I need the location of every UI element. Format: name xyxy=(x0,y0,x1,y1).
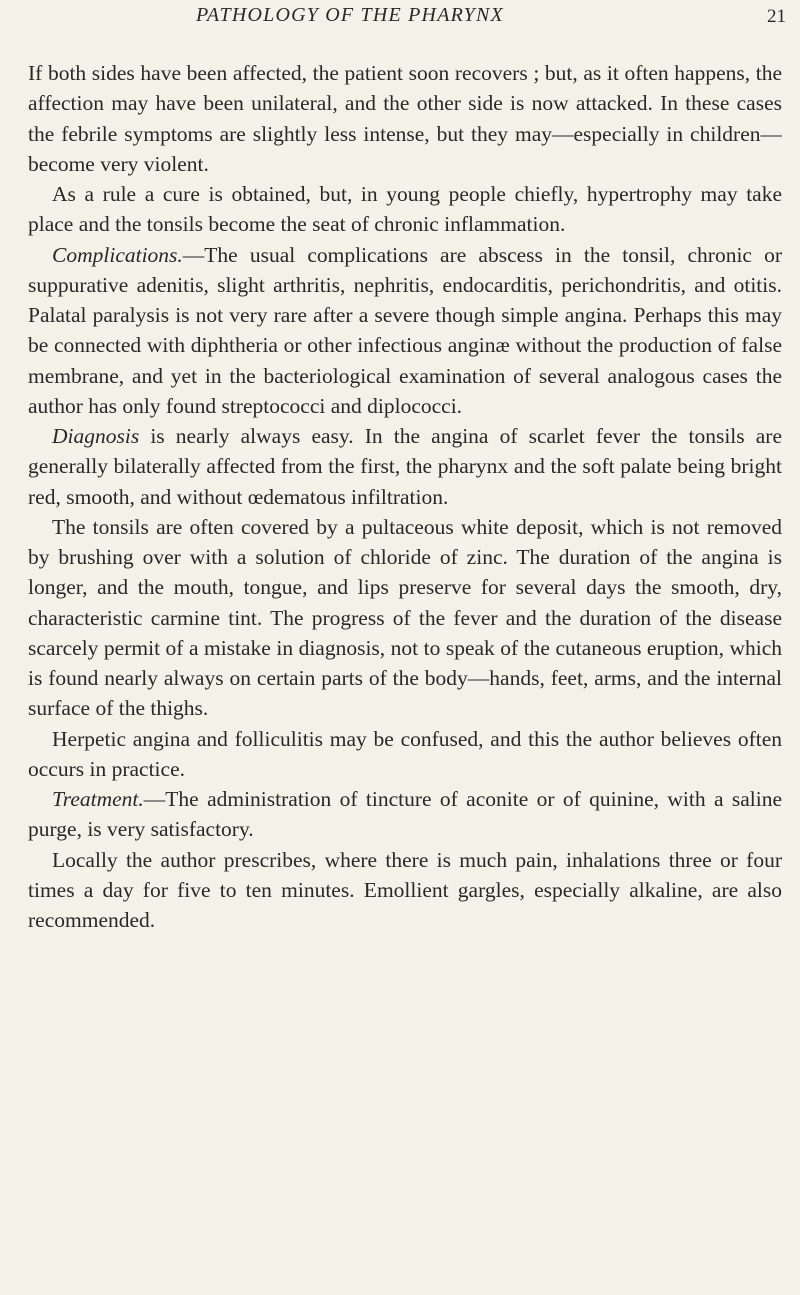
paragraph-text: If both sides have been affected, the patient soon recovers ; but, as it often happens, the affection may have been unilateral, and the other side is now attacked. In these cases the febrile symptoms are slightly less intense, but they may—especially in children—become very violent. xyxy=(28,61,782,176)
paragraph-text: Herpetic angina and folliculitis may be confused, and this the author believes often occurs in practice. xyxy=(28,726,782,781)
running-head xyxy=(0,0,800,30)
paragraph-diagnosis xyxy=(28,421,782,512)
body-text xyxy=(28,58,782,935)
paragraph-local-treatment xyxy=(28,845,782,936)
section-lead-diagnosis: Diagnosis xyxy=(52,424,140,448)
paragraph-text: Locally the author prescribes, where there is much pain, inhalations three or four times a day for five to ten minutes. Emollient gargles, especially alkaline, are also recommended. xyxy=(28,847,782,932)
paragraph-text: —The administration of tincture of aconite or of quinine, with a saline purge, is very satisfactory. xyxy=(28,787,782,842)
section-lead-treatment: Treatment. xyxy=(52,787,144,811)
section-lead-complications: Complications. xyxy=(52,242,183,267)
paragraph-complications xyxy=(28,240,782,422)
paragraph-text: —The usual complications are abscess in the tonsil, chronic or suppurative adenitis, slight arthritis, nephritis, endocarditis, perichondritis, and otitis. Palatal paralysis is not very rare after a severe though simple angina. Perhaps this may be connected with diphtheria or other infectious anginæ without the production of false membrane, and yet in the bacteriological examination of several analogous cases the author has only found streptococci and diplococci. xyxy=(28,242,782,418)
paragraph-bilateral-recovery xyxy=(28,58,782,179)
paragraph-text: As a rule a cure is obtained, but, in young people chiefly, hypertrophy may take place and the tonsils become the seat of chronic inflammation. xyxy=(28,182,782,237)
paragraph-tonsil-deposit xyxy=(28,512,782,724)
running-title: PATHOLOGY OF THE PHARYNX xyxy=(196,4,504,26)
paragraph-herpetic-angina xyxy=(28,724,782,785)
paragraph-chronic-inflammation xyxy=(28,179,782,240)
paragraph-treatment xyxy=(28,784,782,845)
paragraph-text: The tonsils are often covered by a pultaceous white deposit, which is not removed by brushing over with a solution of chloride of zinc. The duration of the angina is longer, and the mouth, tongue, and lips preserve for several days the smooth, dry, characteristic carmine tint. The progress of the fever and the duration of the disease scarcely permit of a mistake in diagnosis, not to speak of the cutaneous eruption, which is found nearly always on certain parts of the body—hands, feet, arms, and the internal surface of the thighs. xyxy=(28,514,782,721)
paragraph-text: is nearly always easy. In the angina of scarlet fever the tonsils are generally bilaterally affected from the first, the pharynx and the soft palate being bright red, smooth, and without œdematous infiltration. xyxy=(28,424,782,509)
page-number: 21 xyxy=(767,6,786,27)
